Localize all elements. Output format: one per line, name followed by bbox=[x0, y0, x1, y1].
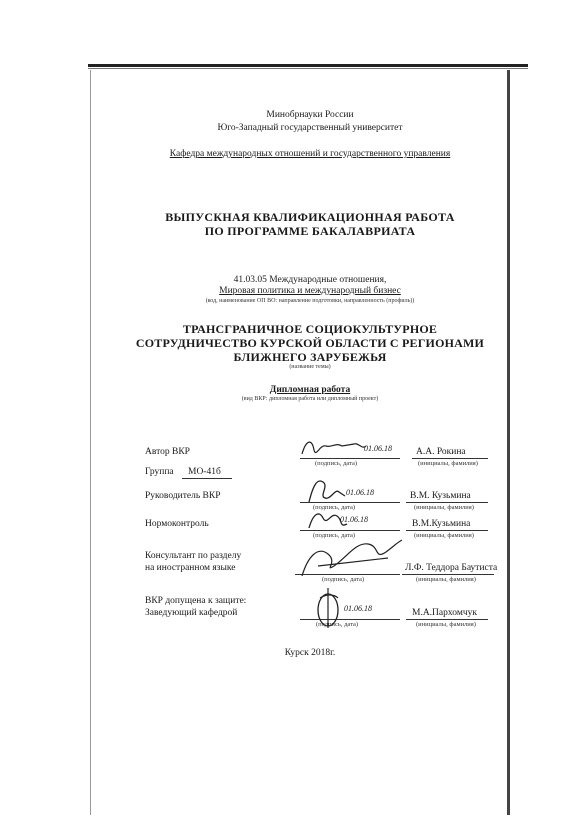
supervisor-name-caption: (инициалы, фамилия) bbox=[414, 504, 474, 511]
topic-caption: (название темы) bbox=[289, 364, 331, 370]
supervisor-name-line bbox=[406, 502, 488, 503]
consultant-name-line bbox=[402, 574, 494, 575]
scan-edge-left bbox=[90, 70, 91, 815]
normocontrol-name: В.М.Кузьмина bbox=[412, 519, 471, 529]
work-type: Дипломная работа bbox=[269, 385, 351, 395]
department-name: Кафедра международных отношений и государственного управления bbox=[169, 149, 451, 159]
group-value: МО-41б bbox=[188, 467, 221, 477]
head-name: М.А.Пархомчук bbox=[412, 608, 477, 618]
admission-label: ВКР допущена к защите: bbox=[145, 596, 247, 606]
consultant-label2: на иностранном языке bbox=[145, 563, 236, 573]
consultant-name-caption: (инициалы, фамилия) bbox=[416, 576, 476, 583]
city-year: Курск 2018г. bbox=[284, 648, 336, 658]
head-name-caption: (инициалы, фамилия) bbox=[416, 621, 476, 628]
author-sign-date: 01.06.18 bbox=[364, 444, 392, 453]
supervisor-sign-date: 01.06.18 bbox=[346, 488, 374, 497]
normocontrol-name-line bbox=[406, 530, 488, 531]
scan-edge-top-inner bbox=[88, 68, 528, 69]
supervisor-label: Руководитель ВКР bbox=[145, 491, 221, 501]
group-label: Группа bbox=[145, 467, 174, 477]
author-name-line bbox=[412, 458, 488, 459]
supervisor-sig-caption: (подпись, дата) bbox=[313, 504, 356, 511]
author-name-caption: (инициалы, фамилия) bbox=[418, 460, 478, 467]
author-sig-caption: (подпись, дата) bbox=[315, 460, 358, 467]
head-name-line bbox=[406, 619, 488, 620]
scan-edge-top bbox=[88, 64, 528, 67]
consultant-name: Л.Ф. Теддора Баутиста bbox=[405, 563, 498, 573]
supervisor-name: В.М. Кузьмина bbox=[410, 491, 471, 501]
consultant-sig-caption: (подпись, дата) bbox=[322, 576, 365, 583]
consultant-label: Консультант по разделу bbox=[145, 551, 242, 561]
document-title-line2: ПО ПРОГРАММЕ БАКАЛАВРИАТА bbox=[204, 224, 416, 238]
normocontrol-label: Нормоконтроль bbox=[145, 519, 209, 529]
topic-line2: СОТРУДНИЧЕСТВО КУРСКОЙ ОБЛАСТИ С РЕГИОНАМИ bbox=[135, 336, 485, 350]
head-sign-date: 01.06.18 bbox=[344, 604, 372, 613]
head-sig-caption: (подпись, дата) bbox=[316, 621, 359, 628]
work-type-caption: (вид ВКР: дипломная работа или дипломный проект) bbox=[241, 396, 379, 402]
normocontrol-name-caption: (инициалы, фамилия) bbox=[414, 532, 474, 539]
normocontrol-sign-date: 01.06.18 bbox=[340, 515, 368, 524]
ministry-name: Минобрнауки России bbox=[266, 110, 354, 120]
scan-edge-right bbox=[507, 70, 510, 815]
author-label: Автор ВКР bbox=[145, 447, 190, 457]
topic-line3: БЛИЖНЕГО ЗАРУБЕЖЬЯ bbox=[233, 350, 387, 364]
document-title-line1: ВЫПУСКНАЯ КВАЛИФИКАЦИОННАЯ РАБОТА bbox=[165, 210, 455, 224]
normocontrol-sig-caption: (подпись, дата) bbox=[313, 532, 356, 539]
author-name: А.А. Рокина bbox=[416, 447, 466, 457]
head-label: Заведующий кафедрой bbox=[145, 608, 238, 618]
topic-line1: ТРАНСГРАНИЧНОЕ СОЦИОКУЛЬТУРНОЕ bbox=[182, 322, 438, 336]
program-code: 41.03.05 Международные отношения, bbox=[233, 275, 387, 285]
group-line bbox=[182, 478, 232, 479]
university-name: Юго-Западный государственный университет bbox=[217, 123, 403, 133]
program-profile: Мировая политика и международный бизнес bbox=[219, 286, 401, 296]
program-caption: (код, наименование ОП ВО: направление подготовки, направленность (профиль)) bbox=[205, 298, 415, 304]
